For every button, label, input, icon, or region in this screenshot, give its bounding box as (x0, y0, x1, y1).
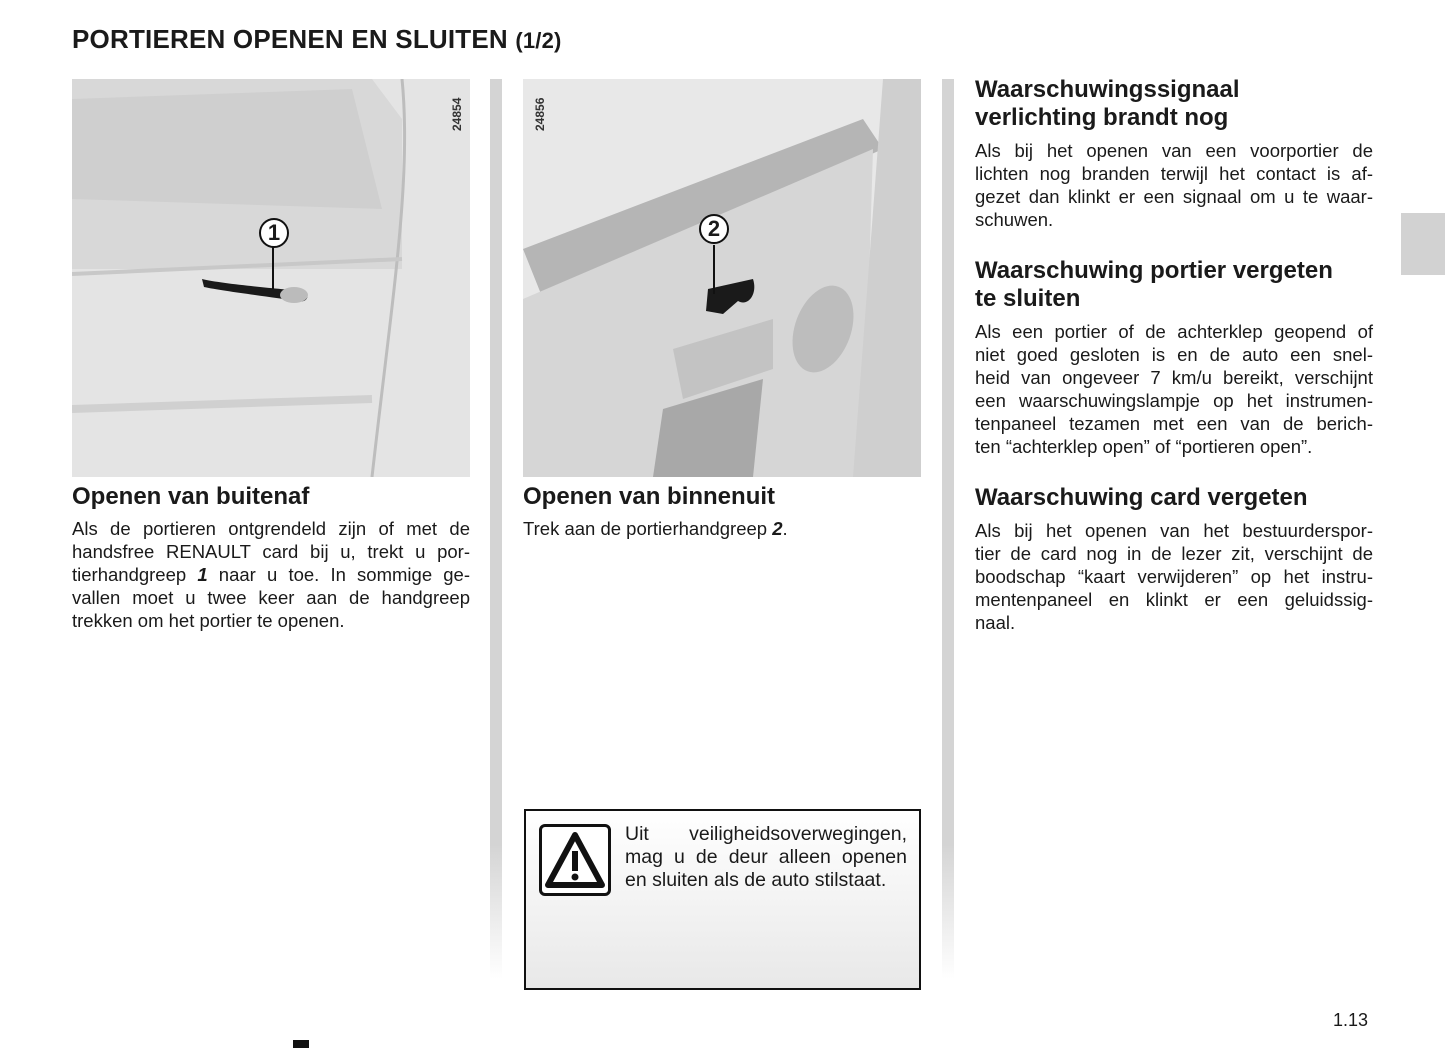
column-divider (490, 79, 502, 979)
column-divider (942, 79, 954, 979)
door-interior-illustration (523, 79, 921, 477)
section-heading: Openen van buitenaf (72, 483, 310, 510)
section-body: Als de portieren ontgrendeld zijn of met de handsfree RENAULT card bij u, trekt u por- tierhandgreep 1 naar u toe. In sommige ge- vallen moet u twee keer aan de handgreep trekken om het portier te openen. (72, 518, 471, 631)
door-exterior-illustration (72, 79, 470, 477)
column-outside-opening (72, 79, 470, 632)
column-inside-opening (523, 79, 921, 540)
section-lights-warning: Waarschuwingssignaal verlichting brandt nog Als bij het openen van een voorportier de lichten nog branden terwijl het contact is af- gezet dan klinkt er een signaal om u te waar- schuwen. (975, 76, 1373, 230)
warning-triangle-icon (539, 824, 611, 896)
page-title: PORTIEREN OPENEN EN SLUITEN (1/2) (72, 24, 562, 54)
warning-text: Uit veiligheidsoverwegingen, mag u de deur alleen openen en sluiten als de auto stilstaat. (625, 823, 907, 891)
page-number: 1.13 (1333, 1010, 1369, 1030)
section-body: Trek aan de portierhandgreep 2. (523, 518, 788, 539)
crop-mark (293, 1040, 309, 1048)
safety-warning-box (524, 809, 921, 990)
callout-2: 2 (699, 214, 729, 244)
section-card-warning: Waarschuwing card vergeten Als bij het openen van het bestuurderspor- tier de card nog in de lezer zit, verschijnt de boodschap “kaart verwijderen” op het instru- mentenpaneel en klinkt er een geluidssig- naal. (975, 484, 1373, 633)
column-warnings (975, 76, 1373, 634)
section-door-open-warning: Waarschuwing portier vergeten te sluiten Als een portier of de achterklep geopend of niet goed gesloten is en de auto een snel- heid van ongeveer 7 km/u bereikt, verschijnt een waarschuwingslampje op het instrumen- tenpaneel tezamen met een van de berich- ten “achterklep open” of “portieren open”. (975, 257, 1373, 457)
chapter-tab (1401, 213, 1445, 275)
callout-1: 1 (259, 218, 289, 248)
image-code: 24856 (533, 97, 547, 131)
image-code: 24854 (450, 97, 464, 131)
section-heading: Openen van binnenuit (523, 483, 776, 510)
